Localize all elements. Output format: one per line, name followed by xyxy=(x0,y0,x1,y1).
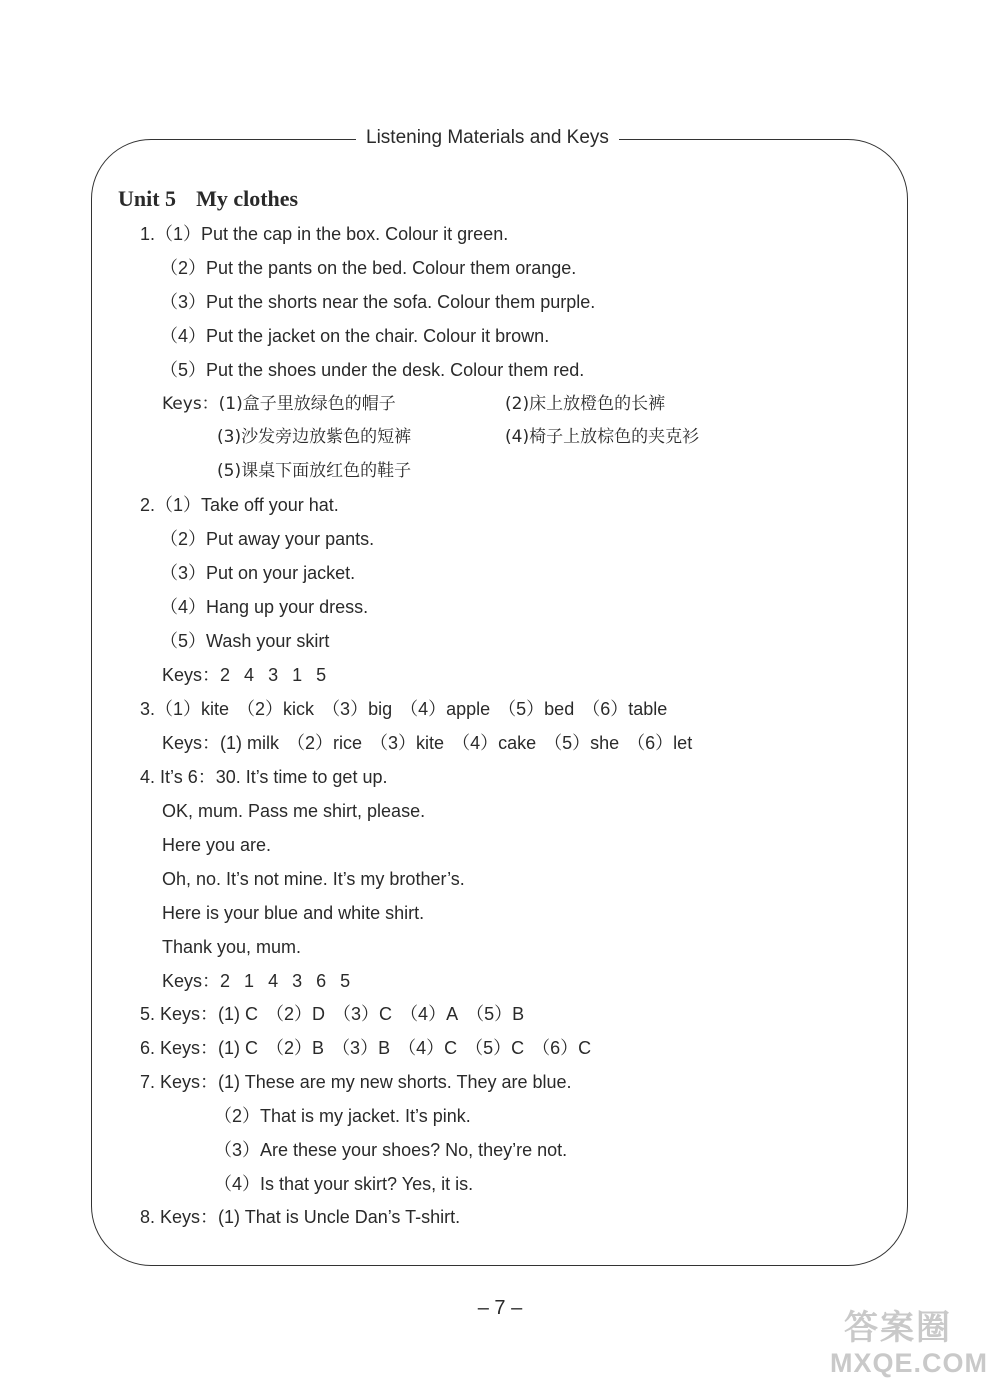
key: （5）she xyxy=(544,733,620,753)
key: （2）D xyxy=(266,1004,326,1024)
q3-items xyxy=(140,696,667,722)
q4-line-4: Oh, no. It’s not mine. It’s my brother’s. xyxy=(162,869,465,889)
key: 4 xyxy=(268,971,279,991)
q1-key-1: Keys：(1)盒子里放绿色的帽子 xyxy=(162,394,396,414)
key: 5 xyxy=(340,971,351,991)
q4-line-3: Here you are. xyxy=(162,835,272,855)
q4-line-1: 4. It’s 6：30. It’s time to get up. xyxy=(140,767,388,787)
key: 3 xyxy=(292,971,303,991)
q1-item-5: （5）Put the shoes under the desk. Colour them red. xyxy=(160,360,585,380)
q3-item: （6）table xyxy=(582,699,668,719)
q2-item-3: （3）Put on your jacket. xyxy=(160,563,356,583)
key: 1 xyxy=(292,665,303,685)
q6-keys xyxy=(140,1035,591,1061)
q7-line-3: （3）Are these your shoes? No, they’re not. xyxy=(214,1140,568,1160)
key: （3）C xyxy=(333,1004,393,1024)
q3-keys xyxy=(162,730,692,756)
key: 1 xyxy=(244,971,255,991)
q2-item-5: （5）Wash your skirt xyxy=(160,631,330,651)
key: (1) C xyxy=(218,1038,259,1058)
q7-line-1: 7. Keys：(1) These are my new shorts. They are blue. xyxy=(140,1072,572,1092)
q1-item-3: （3）Put the shorts near the sofa. Colour them purple. xyxy=(160,292,596,312)
key: 2 xyxy=(220,665,231,685)
watermark-logo xyxy=(830,1300,995,1385)
q1-key-4: (4)椅子上放棕色的夹克衫 xyxy=(505,427,700,447)
key: （3）B xyxy=(332,1038,391,1058)
key: （4）A xyxy=(400,1004,459,1024)
key: (1) C xyxy=(218,1004,259,1024)
watermark-text-top: 答案圈 xyxy=(844,1308,952,1348)
q7-line-2: （2）That is my jacket. It’s pink. xyxy=(214,1106,471,1126)
key: （6）let xyxy=(627,733,693,753)
key: （5）B xyxy=(466,1004,525,1024)
unit-name: My clothes xyxy=(196,186,299,211)
q4-keys xyxy=(162,968,350,994)
keys-label: Keys： xyxy=(162,971,221,991)
q4-line-5: Here is your blue and white shirt. xyxy=(162,903,425,923)
page-number: – 7 – xyxy=(477,1297,523,1319)
keys-label: Keys： xyxy=(162,665,221,685)
key: 2 xyxy=(220,971,231,991)
key: （4）cake xyxy=(452,733,537,753)
unit-title xyxy=(118,184,298,214)
q1-key-5: (5)课桌下面放红色的鞋子 xyxy=(217,461,412,481)
q2-item-2: （2）Put away your pants. xyxy=(160,529,375,549)
key: （5）C xyxy=(465,1038,525,1058)
q1-key-3: (3)沙发旁边放紫色的短裤 xyxy=(217,427,412,447)
keys-label: Keys： xyxy=(162,733,221,753)
key: 5 xyxy=(316,665,327,685)
key: 3 xyxy=(268,665,279,685)
q1-item-4: （4）Put the jacket on the chair. Colour it brown. xyxy=(160,326,550,346)
q5-label: 5. Keys： xyxy=(140,1004,219,1024)
q4-line-2: OK, mum. Pass me shirt, please. xyxy=(162,801,426,821)
q3-item: （4）apple xyxy=(400,699,491,719)
q2-keys xyxy=(162,662,326,688)
page-header: Listening Materials and Keys xyxy=(356,124,619,152)
key: （2）B xyxy=(266,1038,325,1058)
q7-line-4: （4）Is that your skirt? Yes, it is. xyxy=(214,1174,474,1194)
q6-label: 6. Keys： xyxy=(140,1038,219,1058)
key: 4 xyxy=(244,665,255,685)
q3-prefix: 3. xyxy=(140,699,156,719)
q4-line-6: Thank you, mum. xyxy=(162,937,302,957)
q2-item-1: 2.（1）Take off your hat. xyxy=(140,495,339,515)
key: （3）kite xyxy=(370,733,445,753)
watermark-text-bottom: MXQE.COM xyxy=(830,1348,989,1378)
q1-item-1: 1.（1）Put the cap in the box. Colour it green. xyxy=(140,224,509,244)
key: （2）rice xyxy=(287,733,363,753)
key: （4）C xyxy=(398,1038,458,1058)
q1-item-2: （2）Put the pants on the bed. Colour them orange. xyxy=(160,258,577,278)
q3-item: （2）kick xyxy=(237,699,315,719)
unit-label: Unit 5 xyxy=(118,186,177,211)
key: (1) milk xyxy=(220,733,280,753)
q3-item: （5）bed xyxy=(498,699,575,719)
q3-item: （3）big xyxy=(322,699,393,719)
q5-keys xyxy=(140,1001,524,1027)
q2-item-4: （4）Hang up your dress. xyxy=(160,597,369,617)
key: 6 xyxy=(316,971,327,991)
q1-key-2: (2)床上放橙色的长裤 xyxy=(505,394,666,414)
q3-item: （1）kite xyxy=(155,699,230,719)
q8-line: 8. Keys：(1) That is Uncle Dan’s T-shirt. xyxy=(140,1207,461,1227)
key: （6）C xyxy=(532,1038,592,1058)
